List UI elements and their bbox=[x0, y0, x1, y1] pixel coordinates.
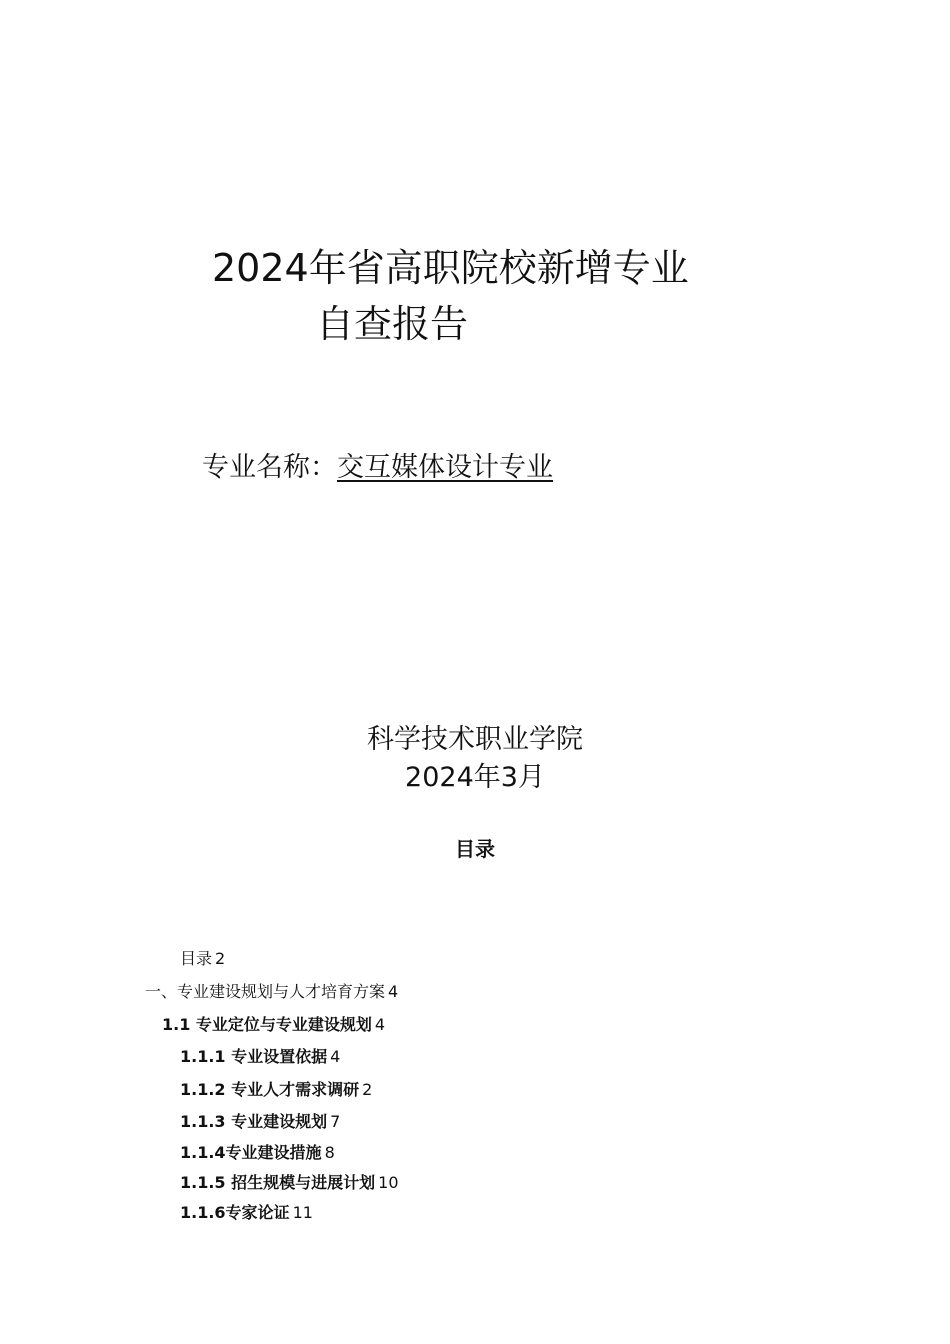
major-name-label: 专业名称： bbox=[202, 452, 337, 483]
toc-entry[interactable] bbox=[180, 1080, 372, 1100]
toc-entry[interactable] bbox=[180, 1047, 340, 1067]
toc-entry[interactable] bbox=[180, 1112, 340, 1132]
toc-entry-label: 1.1.4专业建设措施 bbox=[180, 1143, 322, 1162]
toc-entry-page: 10 bbox=[378, 1173, 399, 1192]
toc-entry[interactable] bbox=[145, 982, 398, 1002]
toc-entry-label: 1.1.3 专业建设规划 bbox=[180, 1112, 328, 1131]
report-date: 2024年3月 bbox=[405, 762, 545, 793]
report-title-line1: 2024年省高职院校新增专业 bbox=[212, 246, 689, 290]
toc-entry-page: 4 bbox=[374, 1015, 386, 1034]
toc-entry-label: 1.1.1 专业设置依据 bbox=[180, 1047, 328, 1066]
toc-entry[interactable] bbox=[180, 1203, 313, 1223]
toc-entry[interactable] bbox=[162, 1015, 385, 1035]
toc-entry-page: 8 bbox=[324, 1143, 335, 1162]
toc-entry[interactable] bbox=[180, 1143, 335, 1163]
school-name-text: 科学技术职业学院 bbox=[367, 724, 583, 755]
toc-entry-page: 2 bbox=[362, 1080, 373, 1099]
toc-entry-label: 1.1 专业定位与专业建设规划 bbox=[162, 1015, 372, 1034]
toc-entry[interactable] bbox=[180, 949, 225, 969]
toc-entry[interactable] bbox=[180, 1173, 399, 1193]
toc-entry-page: 7 bbox=[330, 1112, 341, 1131]
toc-entry-page: 4 bbox=[330, 1047, 341, 1066]
toc-heading: 目录 bbox=[455, 837, 495, 861]
toc-entry-label: 目录 bbox=[180, 949, 213, 968]
report-title-line2: 自查报告 bbox=[316, 302, 469, 346]
major-name-value: 交互媒体设计专业 bbox=[337, 452, 553, 483]
toc-entry-label: 1.1.2 专业人才需求调研 bbox=[180, 1080, 360, 1099]
toc-entry-page: 2 bbox=[215, 949, 226, 968]
toc-entry-label: 一、专业建设规划与人才培育方案 bbox=[145, 982, 386, 1001]
toc-entry-page: 11 bbox=[292, 1203, 313, 1222]
school-name bbox=[0, 722, 950, 758]
major-name-row bbox=[202, 450, 553, 486]
toc-entry-label: 1.1.6专家论证 bbox=[180, 1203, 290, 1222]
toc-entry-page: 4 bbox=[388, 982, 399, 1001]
toc-entry-label: 1.1.5 招生规模与进展计划 bbox=[180, 1173, 376, 1192]
